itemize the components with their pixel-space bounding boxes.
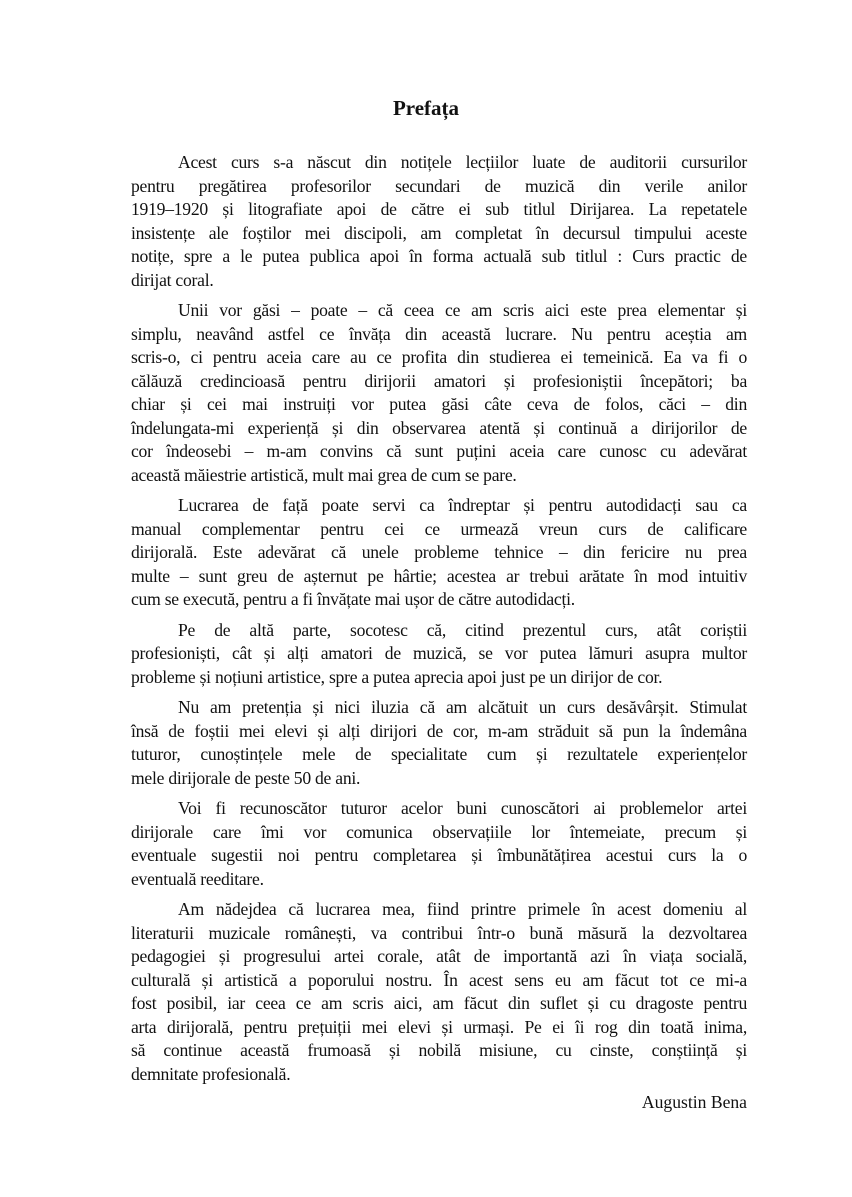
text-line: tuturor, cunoștințele mele de specialitate cum și rezultatele experiențelor bbox=[131, 744, 747, 764]
paragraph bbox=[131, 299, 747, 487]
author-signature: Augustin Bena bbox=[641, 1092, 747, 1112]
paragraph bbox=[131, 696, 747, 790]
text-line: Pe de altă parte, socotesc că, citind prezentul curs, atât coriștii bbox=[178, 619, 747, 640]
text-line: multe – sunt greu de așternut pe hârtie; acestea ar trebui arătate în mod intuitiv bbox=[131, 565, 747, 586]
text-line: Acest curs s-a născut din notițele lecțiilor luate de auditorii cursurilor bbox=[178, 152, 747, 172]
paragraph bbox=[131, 619, 747, 690]
text-line: fost posibil, iar ceea ce am scris aici, am făcut din suflet și cu dragoste pentru bbox=[131, 993, 747, 1013]
text-line: Unii vor găsi – poate – că ceea ce am scris aici este prea elementar și bbox=[178, 300, 747, 320]
text-line: călăuză credincioasă pentru dirijorii amatori și profesioniștii începători; ba bbox=[131, 370, 747, 391]
text-line: cum se execută, pentru a fi învățate mai ușor de către autodidacți. bbox=[131, 589, 575, 609]
preface-body bbox=[131, 151, 747, 1115]
text-line: scris-o, ci pentru aceia care au ce profita din studierea ei temeinică. Ea va fi o bbox=[131, 347, 747, 367]
text-line: cor îndeosebi – m-am convins că sunt puțini aceia care cunosc cu adevărat bbox=[131, 441, 747, 461]
text-line: mele dirijorale de peste 50 de ani. bbox=[131, 767, 361, 788]
paragraph bbox=[131, 494, 747, 612]
text-line: manual complementar pentru cei ce urmează vreun curs de calificare bbox=[131, 518, 747, 539]
text-line: eventuale sugestii noi pentru completarea și îmbunătățirea acestui curs la o bbox=[131, 845, 747, 865]
text-line: demnitate profesională. bbox=[131, 1063, 291, 1084]
text-line: insistențe ale foștilor mei discipoli, am completat în decursul timpului aceste bbox=[131, 222, 747, 243]
page-title: Prefața bbox=[392, 96, 460, 120]
text-line: dirijorale care îmi vor comunica observațiile lor întemeiate, precum și bbox=[131, 821, 747, 842]
text-line: această măiestrie artistică, mult mai grea de cum se pare. bbox=[131, 464, 517, 485]
text-line: probleme și noțiuni artistice, spre a putea aprecia apoi just pe un dirijor de cor. bbox=[131, 666, 663, 687]
text-line: să continue această frumoasă și nobilă misiune, cu cinste, conștiință și bbox=[131, 1040, 747, 1060]
text-line: 1919–1920 și litografiate apoi de către ei sub titlul Dirijarea. La repetatele bbox=[131, 199, 747, 219]
paragraph bbox=[131, 151, 747, 292]
text-line: dirijat coral. bbox=[131, 269, 214, 290]
text-line: Nu am pretenția și nici iluzia că am alcătuit un curs desăvârșit. Stimulat bbox=[178, 697, 747, 717]
text-line: culturală și artistică a poporului nostru. În acest sens eu am făcut tot ce mi-a bbox=[131, 969, 747, 990]
text-line: profesioniști, cât și alți amatori de muzică, se vor putea lămuri asupra multor bbox=[131, 643, 747, 663]
text-line: chiar și cei mai instruiți vor putea găsi câte ceva de folos, căci – din bbox=[131, 394, 747, 414]
text-line: îndelungata-mi experiență și din observarea atentă și continuă a dirijorilor de bbox=[131, 417, 747, 438]
paragraph bbox=[131, 898, 747, 1086]
text-line: arta dirijorală, pentru prețuiții mei elevi și urmași. Pe ei îi rog din toată inima, bbox=[131, 1016, 747, 1037]
text-line: Voi fi recunoscător tuturor acelor buni cunoscători ai problemelor artei bbox=[178, 798, 747, 818]
text-line: pentru pregătirea profesorilor secundari de muzică din verile anilor bbox=[131, 175, 747, 196]
text-line: literaturii muzicale românești, va contribui într-o bună măsură la dezvoltarea bbox=[131, 922, 747, 943]
text-line: simplu, neavând astfel ce învăța din această lucrare. Nu pentru aceștia am bbox=[131, 323, 747, 344]
text-line: Lucrarea de față poate servi ca îndreptar și pentru autodidacți sau ca bbox=[178, 495, 747, 515]
text-line: Am nădejdea că lucrarea mea, fiind printre primele în acest domeniu al bbox=[178, 899, 747, 919]
text-line: notițe, spre a le putea publica apoi în forma actuală sub titlul : Curs practic de bbox=[131, 246, 747, 266]
text-line: pedagogiei și progresului artei corale, atât de importantă azi în viața socială, bbox=[131, 946, 747, 966]
paragraph bbox=[131, 797, 747, 891]
text-line: dirijorală. Este adevărat că unele probleme tehnice – din fericire nu prea bbox=[131, 542, 747, 562]
text-line: eventuală reeditare. bbox=[131, 868, 264, 889]
text-line: însă de foștii mei elevi și alți dirijori de cor, m-am străduit să pun la îndemâna bbox=[131, 720, 747, 741]
